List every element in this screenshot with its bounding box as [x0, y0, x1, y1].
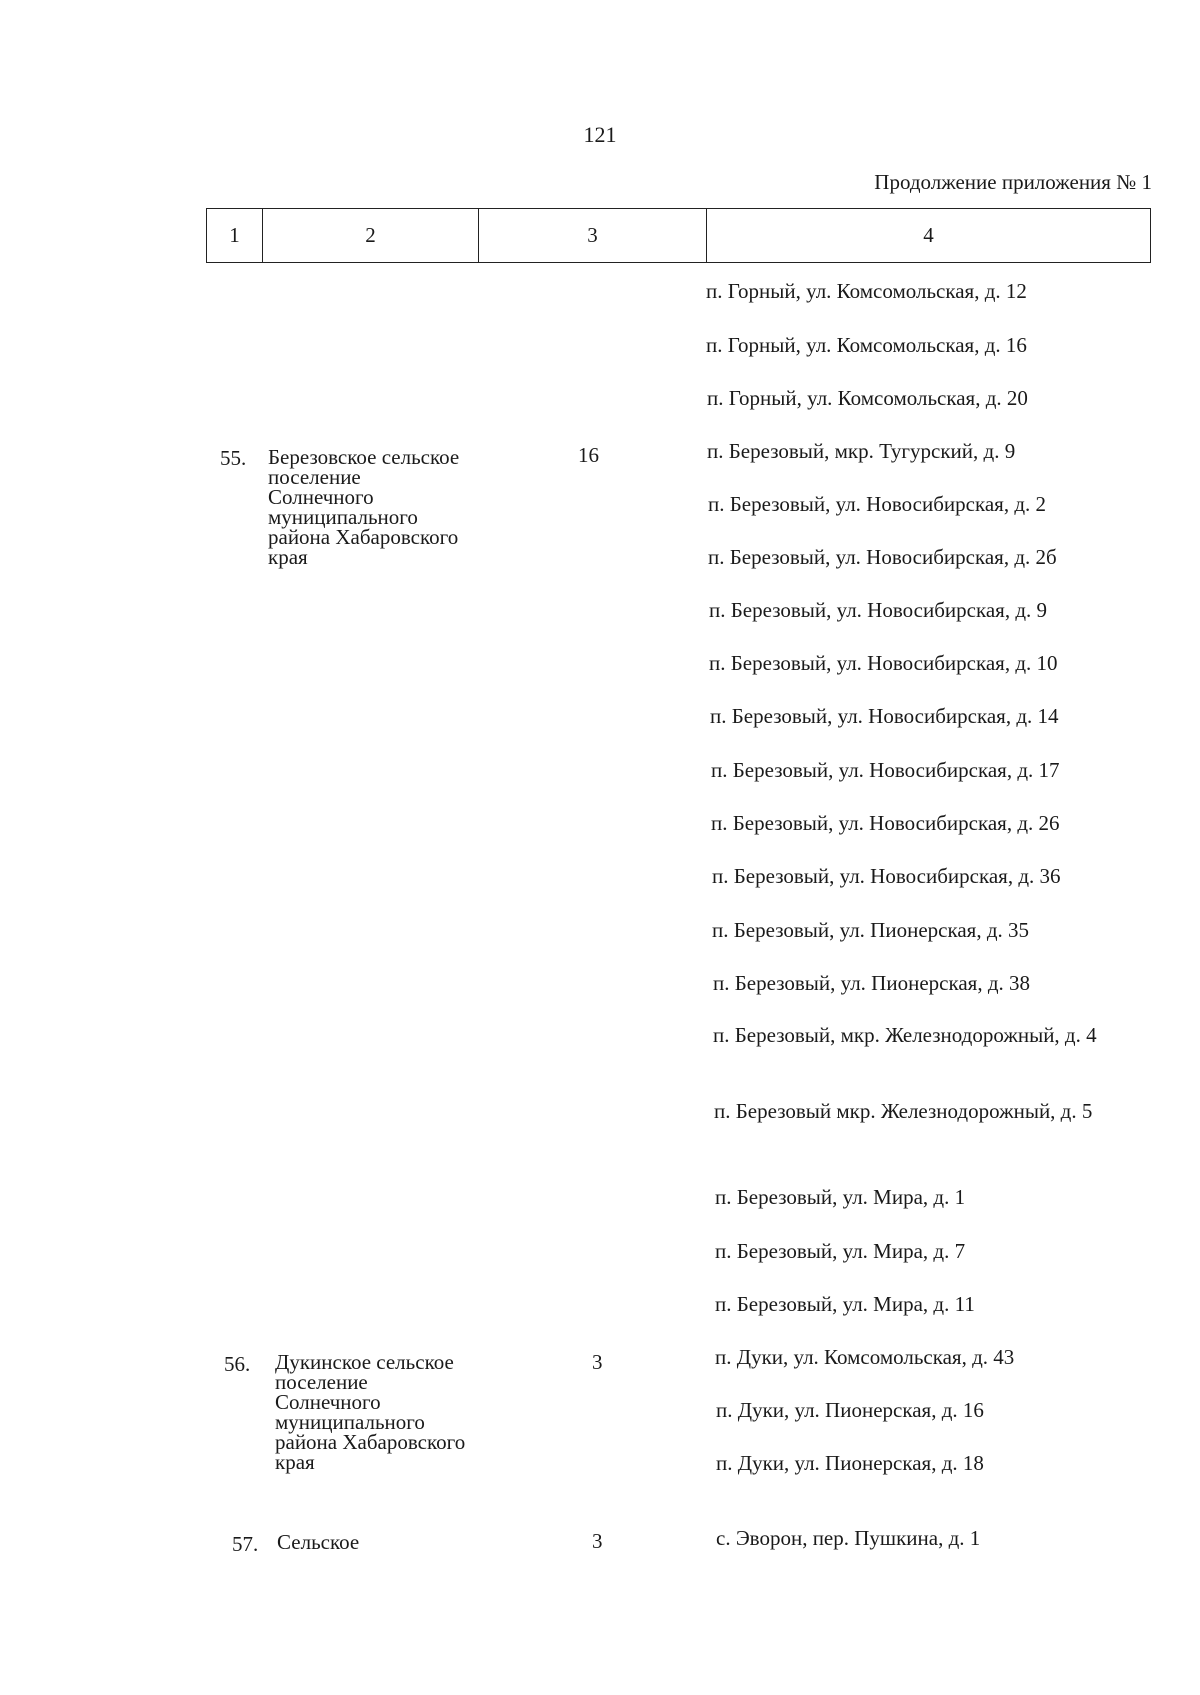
header-col-1: 1	[207, 209, 263, 262]
address-item: п. Березовый, ул. Новосибирская, д. 26	[711, 811, 1060, 835]
address-item: п. Березовый, мкр. Тугурский, д. 9	[707, 439, 1016, 463]
address-item: п. Березовый, ул. Мира, д. 11	[715, 1292, 975, 1316]
page-number: 121	[583, 122, 617, 147]
address-item: п. Березовый, ул. Новосибирская, д. 36	[712, 864, 1061, 888]
address-item: п. Березовый, ул. Новосибирская, д. 17	[711, 758, 1060, 782]
address-item: п. Березовый, ул. Пионерская, д. 38	[713, 971, 1031, 995]
address-item: п. Горный, ул. Комсомольская, д. 20	[707, 386, 1028, 410]
continuation-label: Продолжение приложения № 1	[874, 170, 1152, 194]
entry-count: 3	[592, 1350, 603, 1374]
entry-count: 3	[592, 1529, 603, 1553]
header-col-3: 3	[479, 209, 707, 262]
address-item: п. Дуки, ул. Пионерская, д. 18	[716, 1451, 984, 1475]
address-item: п. Дуки, ул. Комсомольская, д. 43	[715, 1345, 1015, 1369]
address-item: п. Горный, ул. Комсомольская, д. 12	[706, 279, 1027, 303]
table-header	[206, 208, 1151, 263]
address-item: п. Березовый, мкр. Железнодорожный, д. 4	[713, 1023, 1097, 1047]
address-item: п. Березовый, ул. Новосибирская, д. 2б	[708, 545, 1057, 569]
entry-name: Сельское	[277, 1530, 360, 1554]
address-item: п. Березовый, ул. Новосибирская, д. 9	[709, 598, 1047, 622]
header-col-2: 2	[263, 209, 479, 262]
address-item: п. Березовый, ул. Новосибирская, д. 2	[708, 492, 1046, 516]
address-item: п. Березовый, ул. Пионерская, д. 35	[712, 918, 1030, 942]
address-item: п. Березовый, ул. Мира, д. 7	[715, 1239, 966, 1263]
address-item: п. Березовый мкр. Железнодорожный, д. 5	[714, 1099, 1093, 1123]
entry-name: Березовское сельское поселение Солнечного муниципального района Хабаровского края	[268, 445, 460, 569]
header-col-4: 4	[923, 223, 934, 247]
entry-count: 16	[578, 443, 599, 467]
address-item: п. Березовый, ул. Новосибирская, д. 14	[710, 704, 1059, 728]
entry-number: 56.	[224, 1352, 251, 1376]
address-item: п. Горный, ул. Комсомольская, д. 16	[706, 333, 1027, 357]
entry-name: Дукинское сельское поселение Солнечного муниципального района Хабаровского края	[275, 1350, 466, 1474]
address-item: с. Эворон, пер. Пушкина, д. 1	[716, 1526, 981, 1550]
address-item: п. Дуки, ул. Пионерская, д. 16	[716, 1398, 984, 1422]
address-item: п. Березовый, ул. Мира, д. 1	[715, 1185, 966, 1209]
entry-number: 57.	[232, 1532, 259, 1556]
entry-number: 55.	[220, 446, 247, 470]
address-item: п. Березовый, ул. Новосибирская, д. 10	[709, 651, 1058, 675]
